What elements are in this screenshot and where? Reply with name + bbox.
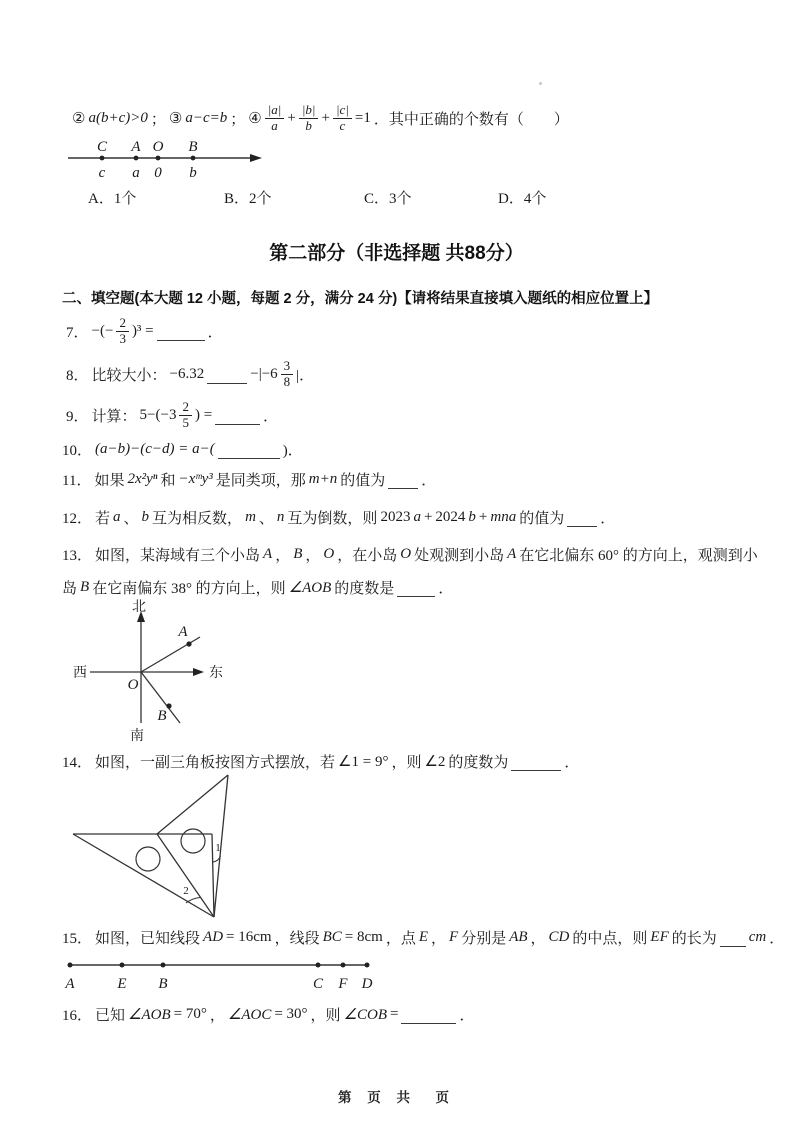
fraction-2-3-denominator: 3 [119,330,126,346]
fraction-2-5-numerator: 2 [179,400,192,415]
q12-answer-blank [567,511,597,527]
question-16 [62,1003,475,1025]
q13-answer-blank [397,581,435,597]
q13-island-o: O [323,545,335,562]
q14-text-1: 如图，一副三角板按图方式摆放，若 [95,754,336,771]
seg-point-e-label: E [117,976,127,992]
origin-o-label: O [127,677,139,693]
upper-left-edge [157,775,228,834]
q13-text-5: 岛 [62,580,78,597]
q7-expression-prefix: −(− [91,322,114,339]
q11-expression-m-plus-n: m+n [308,470,338,487]
fraction-abs-c-numerator: |c| [333,103,352,118]
q12-var-m: m [245,508,256,525]
q8-expression-mid: −|−6 [250,365,278,382]
q15-segment-ab: AB [509,928,528,945]
seg-point-c-label: C [312,976,324,992]
q15-segment-ef: EF [650,928,669,945]
q11-monomial-1: 2x²yⁿ [127,470,158,487]
option-c: C．3个 [364,191,412,207]
angle-2-label: 2 [183,885,189,897]
q14-text-2: ，则 [391,754,422,771]
q9-expression-prefix: 5−(−3 [139,406,177,423]
q15-point-f: F [449,928,459,945]
question-7 [66,310,223,352]
q6-statement-tail: ．其中正确的个数有（ ） [373,111,569,128]
seg-point-d-dot [365,963,370,968]
seg-point-b-label: B [158,976,168,992]
q15-number: 15． [62,930,93,947]
lower-left-edge [73,834,214,917]
fraction-2-5-denominator: 5 [182,414,189,430]
vertical-leg-edge [212,834,214,917]
fraction-2-5 [179,400,192,430]
seg-point-c-dot [316,963,321,968]
q14-period: ． [564,754,580,771]
q16-comma-1: ， [209,1007,225,1024]
q12-expr-2024: 2024 [435,508,466,525]
q7-answer-blank [157,325,205,341]
q16-angle-cob: ∠COB [343,1006,388,1023]
q12-var-n: n [276,508,285,525]
q14-text-3: 的度数为 [448,754,509,771]
q12-expr-a: a [413,508,421,525]
q12-expr-plus-2: + [478,508,488,525]
option-d: D．4个 [498,191,547,207]
question-13-line-1 [62,543,758,565]
q16-period: ． [459,1007,475,1024]
q15-text-4: 分别是 [461,930,507,947]
option-b: B．2个 [224,191,272,207]
q12-expr-2023: 2023 [380,508,411,525]
fraction-2-3-numerator: 2 [116,316,129,331]
q12-period: ． [600,510,616,527]
option-a: A．1个 [88,191,137,207]
q12-text-4: 的值为 [519,510,565,527]
q6-item4-circle: ④ [248,110,262,127]
section-2-title: 第二部分（非选择题 共88分） [269,243,524,264]
q15-segment-ad: AD [203,928,224,945]
fraction-abs-a-numerator: |a| [265,103,285,118]
compass-direction-figure [64,598,234,748]
q13-island-b-2: B [80,578,90,595]
q13-comma-2: ， [305,547,321,564]
q13-text-3: 处观测到小岛 [414,547,505,564]
q15-text-3: ，点 [385,930,416,947]
q11-text-2: 和 [160,472,176,489]
q11-text-1: 如果 [94,472,125,489]
q13-text-7: 的度数是 [334,580,395,597]
q13-comma-1: ， [275,547,291,564]
question-11 [62,468,436,490]
q6-plus-1: + [287,109,296,126]
q13-island-o-2: O [400,545,412,562]
question-15 [62,926,784,948]
upper-triangle-hole [181,829,205,853]
q11-number: 11． [62,472,92,489]
q16-text-2: ，则 [310,1007,341,1024]
east-label: 东 [209,666,223,681]
value-zero-label: 0 [154,165,162,181]
q12-expr-mna: mna [490,508,517,525]
island-a-label: A [178,624,188,640]
q7-number: 7． [66,324,89,341]
q13-text-2: ，在小岛 [337,547,398,564]
q10-tail: )． [282,442,303,459]
q8-label: 比较大小： [91,367,167,384]
q12-expr-b: b [468,508,476,525]
fraction-abs-b-denominator: b [305,117,312,133]
q16-angle-aob: ∠AOB [128,1006,171,1023]
q12-text-3: 互为倒数，则 [287,510,378,527]
fraction-2-3 [116,316,129,346]
seg-point-f-label: F [338,976,348,992]
q9-period: ． [263,408,279,425]
q10-number: 10． [62,442,93,459]
line-segment-figure [60,950,390,998]
q14-angle-2-symbol: ∠2 [424,753,446,770]
q14-angle-1-equation: ∠1 = 9° [338,753,389,770]
west-label: 西 [73,666,87,681]
question-14 [62,750,579,772]
q6-item3-expression: a−c=b [185,109,228,126]
q6-item2-circle: ② [72,110,86,127]
q7-period: ． [207,324,223,341]
page-footer: 第 页 共 页 [337,1090,455,1105]
q10-expression: (a−b)−(c−d) = a−( [95,440,215,457]
point-b-dot [191,156,196,161]
number-line-figure [64,134,274,186]
q12-number: 12． [62,510,93,527]
point-a-dot [134,156,139,161]
q9-answer-blank [215,409,260,425]
q12-expr-plus-1: + [423,508,433,525]
question-9 [66,394,278,436]
question-13-line-2 [62,576,453,598]
set-square-triangles-figure [60,770,235,920]
point-o-dot [156,156,161,161]
fraction-3-8 [281,359,294,389]
q6-item3-circle: ③ [168,110,183,127]
island-b-label: B [157,708,167,724]
q13-period: ． [438,580,454,597]
point-a-label: A [131,139,141,155]
q11-period: ． [421,472,437,489]
north-label: 北 [132,600,146,615]
island-a-dot [186,641,191,646]
q13-island-b: B [293,545,303,562]
q6-plus-2: + [321,109,330,126]
q7-expression-suffix: )³ = [131,322,154,339]
value-a-label: a [132,165,140,181]
fraction-abs-a [265,103,285,133]
q15-period: ． [769,930,785,947]
island-b-dot [166,703,171,708]
east-arrowhead [193,668,204,676]
q12-var-a: a [113,508,121,525]
q8-number: 8． [66,367,89,384]
q8-answer-blank [207,368,247,384]
point-c-dot [100,156,105,161]
q14-number: 14． [62,754,93,771]
q16-answer-blank [401,1008,456,1024]
q16-value-aob: = 70° [173,1005,207,1022]
q16-number: 16． [62,1007,93,1024]
q9-number: 9． [66,408,89,425]
fraction-abs-b-numerator: |b| [299,103,319,118]
seg-point-e-dot [120,963,125,968]
q13-text-1: 如图，某海域有三个小岛 [95,547,261,564]
q6-equals-1: =1 [354,109,371,126]
q13-island-a-2: A [507,545,517,562]
q15-text-5: 的中点，则 [572,930,648,947]
q15-text-6: 的长为 [671,930,717,947]
value-b-label: b [189,165,197,181]
angle-1-label: 1 [215,842,221,854]
seg-point-a-dot [68,963,73,968]
seg-point-f-dot [341,963,346,968]
q9-expression-suffix: ) = [194,406,213,423]
question-10 [62,438,303,460]
q16-text-1: 已知 [95,1007,126,1024]
q13-text-6: 在它南偏东 38° 的方向上，则 [92,580,286,597]
q13-island-a: A [263,545,273,562]
q13-angle-aob: ∠AOB [288,579,332,596]
question-12 [62,506,615,528]
q15-value-ad: = 16cm [226,928,272,945]
value-c-label: c [98,165,106,181]
point-b-label: B [188,139,198,155]
q12-comma-2: 、 [258,510,274,527]
q6-separator-2: ； [230,111,246,128]
question-8 [66,353,314,395]
seg-point-d-label: D [361,976,373,992]
south-label: 南 [130,729,144,744]
q11-answer-blank [388,473,418,489]
q11-monomial-2: −xᵐy³ [178,470,213,487]
q9-label: 计算： [91,408,137,425]
q12-var-b: b [141,508,150,525]
lower-triangle-hole [136,847,160,871]
fill-in-section-instruction: 二、填空题(本大题 12 小题，每题 2 分，满分 24 分)【请将结果直接填入题纸的相应位置上】 [62,291,659,307]
point-o-label: O [152,139,164,155]
q15-segment-cd: CD [548,928,570,945]
q16-angle-aoc: ∠AOC [227,1006,272,1023]
q15-comma-2: ， [530,930,546,947]
q15-value-bc: = 8cm [344,928,383,945]
q13-text-4: 在它北偏东 60° 的方向上，观测到小 [519,547,758,564]
q13-number: 13． [62,547,93,564]
q16-value-aoc: = 30° [274,1005,308,1022]
number-line-arrowhead [250,154,262,162]
q15-answer-blank [720,931,746,947]
fraction-abs-c [333,103,352,133]
q15-point-e: E [418,928,428,945]
q15-unit-cm: cm [748,928,767,945]
q16-equals: = [390,1005,399,1022]
seg-point-a-label: A [65,976,75,992]
q15-text-2: ，线段 [274,930,320,947]
q15-comma-1: ， [431,930,447,947]
ray-oa [141,637,200,672]
q6-item2-expression: a(b+c)>0 [88,109,148,126]
q15-segment-bc: BC [322,928,342,945]
middle-slant-edge [157,834,214,917]
q8-expression-tail: |． [296,367,315,384]
fraction-abs-c-denominator: c [339,117,346,133]
fraction-abs-b [299,103,319,133]
q12-text-2: 互为相反数， [152,510,243,527]
fraction-3-8-denominator: 8 [283,373,291,389]
q11-text-4: 的值为 [340,472,386,489]
q12-text-1: 若 [95,510,111,527]
q12-comma-1: 、 [123,510,139,527]
q6-separator-1: ； [150,111,166,128]
q11-text-3: 是同类项，那 [215,472,306,489]
q15-text-1: 如图，已知线段 [95,930,201,947]
stray-mark-dot [539,82,542,85]
point-c-label: C [96,139,108,155]
fraction-3-8-numerator: 3 [281,359,294,374]
fraction-abs-a-denominator: a [271,117,278,133]
seg-point-b-dot [161,963,166,968]
q14-answer-blank [511,755,561,771]
q8-value: −6.32 [169,365,205,382]
q10-answer-blank [218,443,280,459]
